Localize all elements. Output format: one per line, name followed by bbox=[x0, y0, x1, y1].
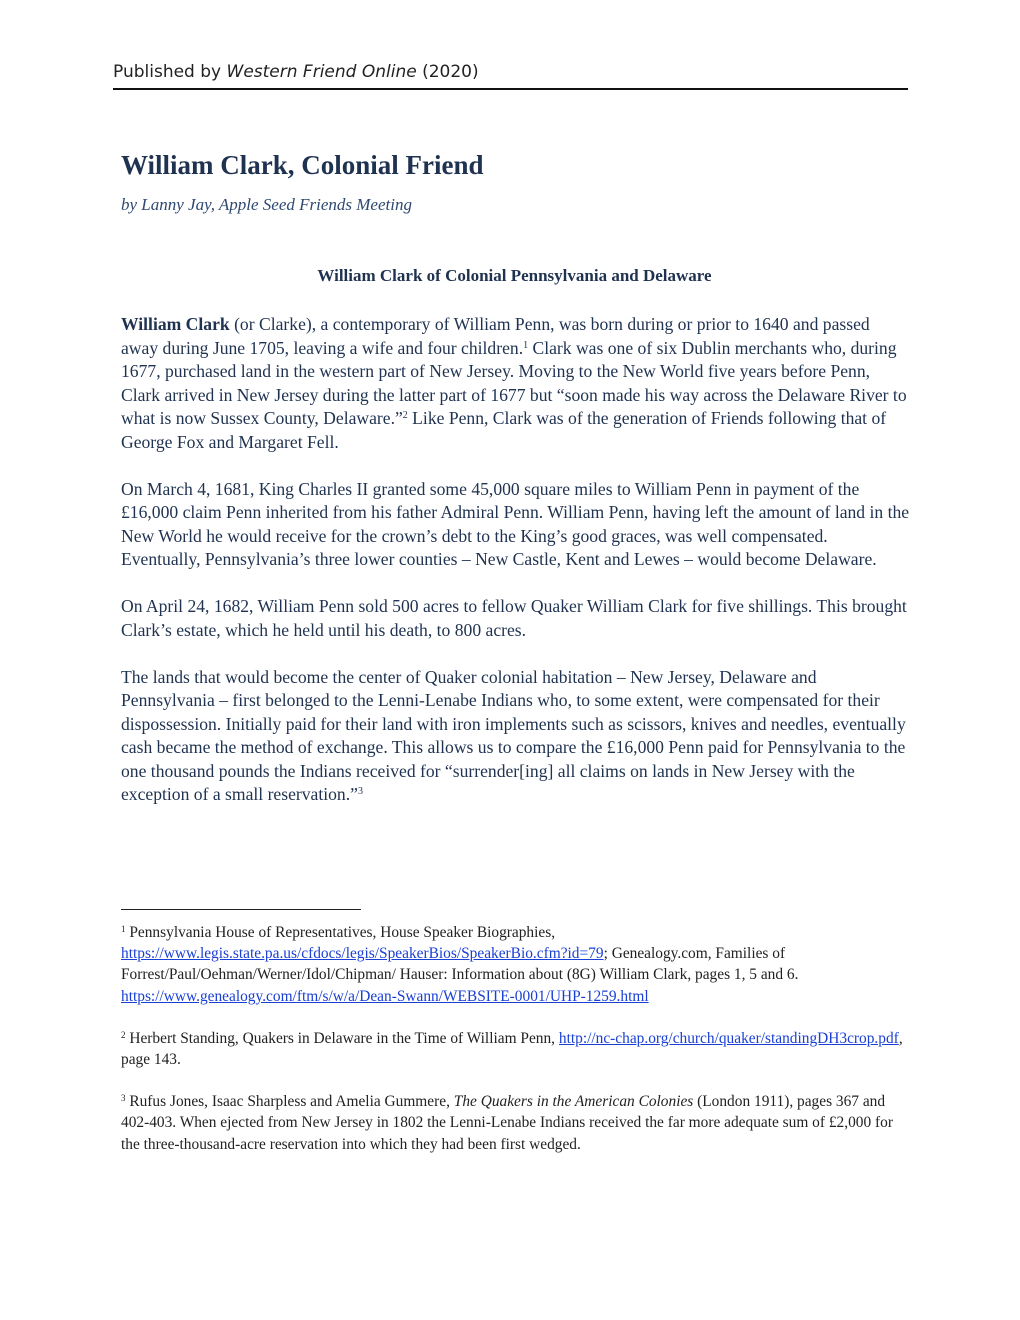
footnotes bbox=[121, 922, 911, 1176]
header-prefix: Published by bbox=[113, 62, 227, 82]
footnote-ref-3[interactable]: 3 bbox=[357, 786, 363, 797]
paragraph-1: William Clark (or Clarke), a contemporary of William Penn, was born during or prior to 1640 and passed away during June 1705, leaving a wife and four children.$^1$ Clark was one of six Dublin merchants who, during 1677, purchased land in the western part of New Jersey. Moving to the New World five years before Penn, Clark arrived in New Jersey during the latter part of 1677 but “soon made his way across the Delaware River to what is now Sussex County, Delaware.”$^2$ Like Penn, Clark was of the generation of Friends following that of George Fox and Margaret Fell. bbox=[121, 314, 907, 452]
footnote-ref-2[interactable]: 2 bbox=[402, 410, 408, 421]
article-byline: by Lanny Jay, Apple Seed Friends Meeting bbox=[121, 195, 412, 214]
footnote-number: 1 bbox=[121, 924, 126, 934]
page-header bbox=[113, 62, 908, 82]
footnote-number: 2 bbox=[121, 1029, 126, 1040]
footnote-link[interactable]: http://nc-chap.org/church/quaker/standingDH3crop.pdf bbox=[558, 1029, 899, 1047]
footnote-number: 3 bbox=[121, 1093, 126, 1104]
section-heading: William Clark of Colonial Pennsylvania and Delaware bbox=[317, 266, 712, 285]
footnote-link[interactable]: https://www.legis.state.pa.us/cfdocs/legis/SpeakerBios/SpeakerBio.cfm?id=79 bbox=[121, 945, 604, 963]
header-publication: Western Friend Online bbox=[226, 62, 417, 82]
paragraph-3: On April 24, 1682, William Penn sold 500 acres to fellow Quaker William Clark for five shillings. This brought Clark’s estate, which he held until his death, to 800 acres. bbox=[121, 596, 907, 640]
footnote-2: $^2$ Herbert Standing, Quakers in Delaware in the Time of William Penn, http://nc-chap.org/church/quaker/standingDH3crop.pdf, page 143. bbox=[121, 1029, 903, 1069]
footnote-3: $^3$ Rufus Jones, Isaac Sharpless and Amelia Gummere, The Quakers in the American Colonies (London 1911), pages 367 and 402-403. When ejected from New Jersey in 1802 the Lenni-Lenabe Indians received the far more adequate sum of £2,000 for the three-thousand-acre reservation into which they had been first wedged. bbox=[121, 1093, 893, 1153]
article-title: William Clark, Colonial Friend bbox=[121, 150, 484, 180]
book-title: The Quakers in the American Colonies bbox=[453, 1093, 694, 1111]
footnote-link[interactable]: https://www.genealogy.com/ftm/s/w/a/Dean-Swann/WEBSITE-0001/UHP-1259.html bbox=[121, 987, 649, 1005]
header-year: (2020) bbox=[422, 62, 479, 82]
footnote-1: $^1$ Pennsylvania House of Representatives, House Speaker Biographies, https://www.legis.state.pa.us/cfdocs/legis/SpeakerBios/SpeakerBio.cfm?id=79; Genealogy.com, Families of Forrest/Paul/Oehman/Werner/Idol/Chipman/ Hauser: Information about (8G) William Clark, pages 1, 5 and 6. https://www.genealogy.com/ftm/s/w/a/Dean-Swann/WEBSITE-0001/UHP-1259.html bbox=[121, 924, 799, 1005]
header-rule bbox=[113, 88, 908, 90]
article-body bbox=[121, 313, 911, 830]
paragraph-2: On March 4, 1681, King Charles II granted some 45,000 square miles to William Penn in payment of the £16,000 claim Penn inherited from his father Admiral Penn. William Penn, having left the amount of land in the New World he would receive for the crown’s debt to the King’s good graces, was well compensated. Eventually, Pennsylvania’s three lower counties – New Castle, Kent and Lewes – would become Delaware. bbox=[121, 478, 910, 569]
footnote-divider bbox=[121, 909, 361, 910]
paragraph-4: The lands that would become the center of Quaker colonial habitation – New Jersey, Delaware and Pennsylvania – first belonged to the Lenni-Lenabe Indians who, to some extent, were compensated for their dispossession. Initially paid for their land with iron implements such as scissors, knives and needles, eventually cash became the method of exchange. This allows us to compare the £16,000 Penn paid for Pennsylvania to the one thousand pounds the Indians received for “surrender[ing] all claims on lands in New Jersey with the exception of a small reservation.”$^3$ bbox=[121, 666, 906, 804]
footnote-ref-1[interactable]: 1 bbox=[523, 339, 529, 351]
lead-name: William Clark bbox=[121, 314, 230, 334]
